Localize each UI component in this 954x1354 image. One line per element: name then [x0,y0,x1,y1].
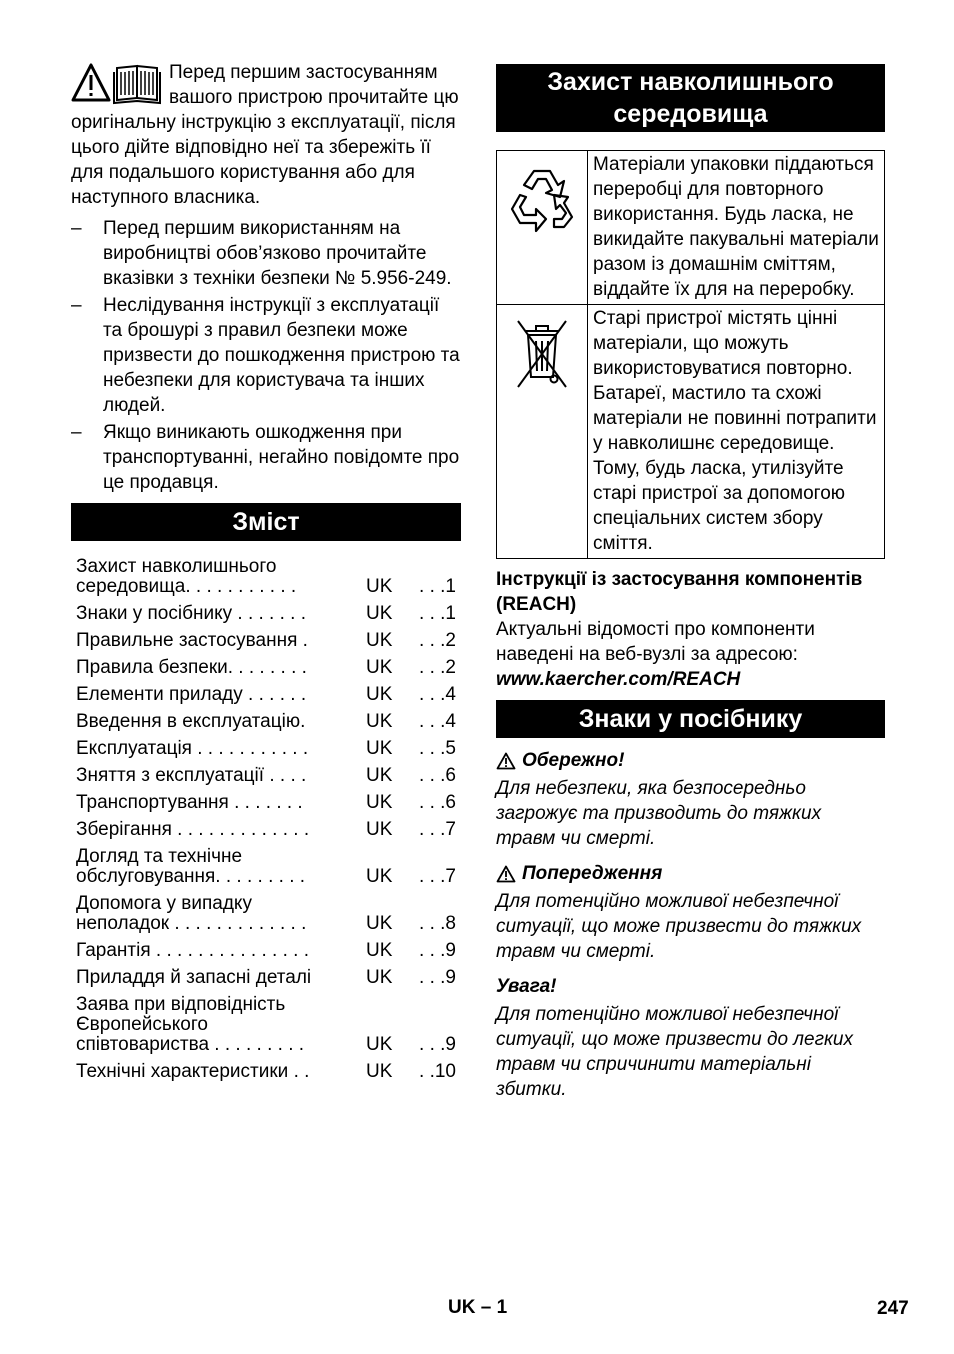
toc-lang: UK [366,576,393,597]
toc-lang: UK [366,1061,393,1082]
toc-lang: UK [366,940,393,961]
toc-lang: UK [366,967,393,988]
caution-title: Увага! [496,976,557,997]
right-column [496,64,885,1102]
table-of-contents [71,557,461,1082]
reach-text: Актуальні відомості про компоненти наведені на веб-вузлі за адресою: [496,619,815,665]
toc-row [71,739,461,759]
toc-page: . . .7 [419,866,456,887]
toc-lang: UK [366,684,393,705]
toc-title: Введення в експлуатацію. [76,711,306,732]
toc-title: Елементи приладу . . . . . . [76,684,307,705]
toc-row [71,820,461,840]
recycling-text: Матеріали упаковки піддаються переробці для повторного використання. Будь ласка, не викидайте пакувальні матеріали разом із домашнім сміттям, віддайте їх для на переробку. [588,151,885,305]
toc-row [71,1062,461,1082]
danger-title: Обережно! [496,748,885,773]
footer-section-label: UK – 1 [448,1297,508,1318]
toc-row [71,631,461,651]
toc-title: Правильне застосування . [76,630,308,651]
environment-heading: Захист навколишнього середовища [496,64,885,132]
reach-section [496,567,885,692]
toc-row [71,712,461,732]
toc-page: . . .1 [419,576,456,597]
warning-text: Для потенційно можливої небезпечної ситуації, що може призвести до тяжких травм чи смерті. [496,891,862,962]
toc-page: . . .8 [419,913,456,934]
intro-block [71,60,461,210]
toc-lang: UK [366,819,393,840]
toc-row [71,557,461,597]
reach-url: www.kaercher.com/REACH [496,669,741,690]
toc-title: Приладдя й запасні деталі [76,967,312,988]
toc-title: Захист навколишнього середовища. . . . . . . . . . . [76,556,297,597]
toc-page: . . .7 [419,819,456,840]
toc-row [71,685,461,705]
toc-lang: UK [366,738,393,759]
toc-title: Допомога у випадку неполадок . . . . . . . . . . . . . [76,893,307,934]
list-item: – Неслідування інструкції з експлуатації та брошурі з правил безпеки може призвести до пошкодження пристрою та небезпеки для користувача та інших людей. [71,295,460,416]
toc-title: Заява при відповідність Європейського співтовариства . . . . . . . . . [76,994,305,1055]
table-row [497,151,885,305]
environment-table [496,150,885,559]
toc-page: . . .1 [419,603,456,624]
toc-row [71,766,461,786]
warning-triangle-icon [496,865,516,883]
toc-page: . . .9 [419,967,456,988]
toc-lang: UK [366,1034,393,1055]
toc-page: . . .2 [419,657,456,678]
recycle-icon [504,161,580,237]
toc-lang: UK [366,603,393,624]
toc-row [71,894,461,934]
toc-lang: UK [366,913,393,934]
warning-triangle-icon [496,752,516,770]
toc-page: . . .9 [419,1034,456,1055]
signs-heading: Знаки у посібнику [496,700,885,738]
toc-lang: UK [366,657,393,678]
toc-row [71,941,461,961]
toc-page: . . .4 [419,684,456,705]
toc-title: Зняття з експлуатації . . . . [76,765,307,786]
toc-lang: UK [366,765,393,786]
toc-lang: UK [366,711,393,732]
toc-row [71,604,461,624]
toc-title: Знаки у посібнику . . . . . . . [76,603,307,624]
toc-title: Транспортування . . . . . . . [76,792,303,813]
toc-row [71,847,461,887]
toc-row [71,968,461,988]
toc-page: . . .4 [419,711,456,732]
danger-text: Для небезпеки, яка безпосередньо загрожує та призводить до тяжких травм чи смерті. [496,778,822,849]
toc-title: Догляд та технічне обслуговування. . . . . . . . . [76,846,306,887]
toc-title: Правила безпеки. . . . . . . . [76,657,307,678]
toc-page: . . .2 [419,630,456,651]
list-item: – Якщо виникають ошкодження при транспортуванні, негайно повідомте про це продавця. [71,422,460,493]
list-item: – Перед першим використанням на виробництві обов’язково прочитайте вказівки з техніки безпеки № 5.956-249. [71,218,452,289]
toc-title: Зберігання . . . . . . . . . . . . . [76,819,310,840]
page-number: 247 [877,1298,909,1319]
crossed-bin-icon [512,315,572,391]
warning-read-manual-icon [71,62,163,106]
toc-page: . . .6 [419,792,456,813]
toc-page: . . .5 [419,738,456,759]
table-row [497,305,885,559]
safety-bullets [71,216,461,495]
toc-title: Гарантія . . . . . . . . . . . . . . . [76,940,309,961]
toc-page: . .10 [419,1061,456,1082]
toc-heading: Зміст [71,503,461,541]
toc-page: . . .6 [419,765,456,786]
caution-text: Для потенційно можливої небезпечної ситуації, що може призвести до легких травм чи спричинити матеріальні збитки. [496,1004,854,1100]
intro-text: Перед першим застосуванням вашого пристрою прочитайте цю оригінальну інструкцію з експлуатації, після цього дійте відповідно неї та збережіть її для подальшого користування або для наступного власника. [71,62,459,208]
reach-title: Інструкції із застосування компонентів (REACH) [496,569,863,615]
toc-row [71,658,461,678]
toc-title: Технічні характеристики . . [76,1061,310,1082]
disposal-text: Старі пристрої містять цінні матеріали, що можуть використовуватися повторно. Батареї, мастило та схожі матеріали не повинні потрапити у навколишнє середовище. Тому, будь ласка, утилізуйте старі пристрої за допомогою спеціальних систем збору сміття. [588,305,885,559]
left-column [71,60,461,1089]
toc-title: Експлуатація . . . . . . . . . . . [76,738,309,759]
toc-row [71,793,461,813]
toc-lang: UK [366,630,393,651]
toc-page: . . .9 [419,940,456,961]
warning-title: Попередження [496,861,885,886]
toc-lang: UK [366,792,393,813]
toc-lang: UK [366,866,393,887]
toc-row [71,995,461,1055]
